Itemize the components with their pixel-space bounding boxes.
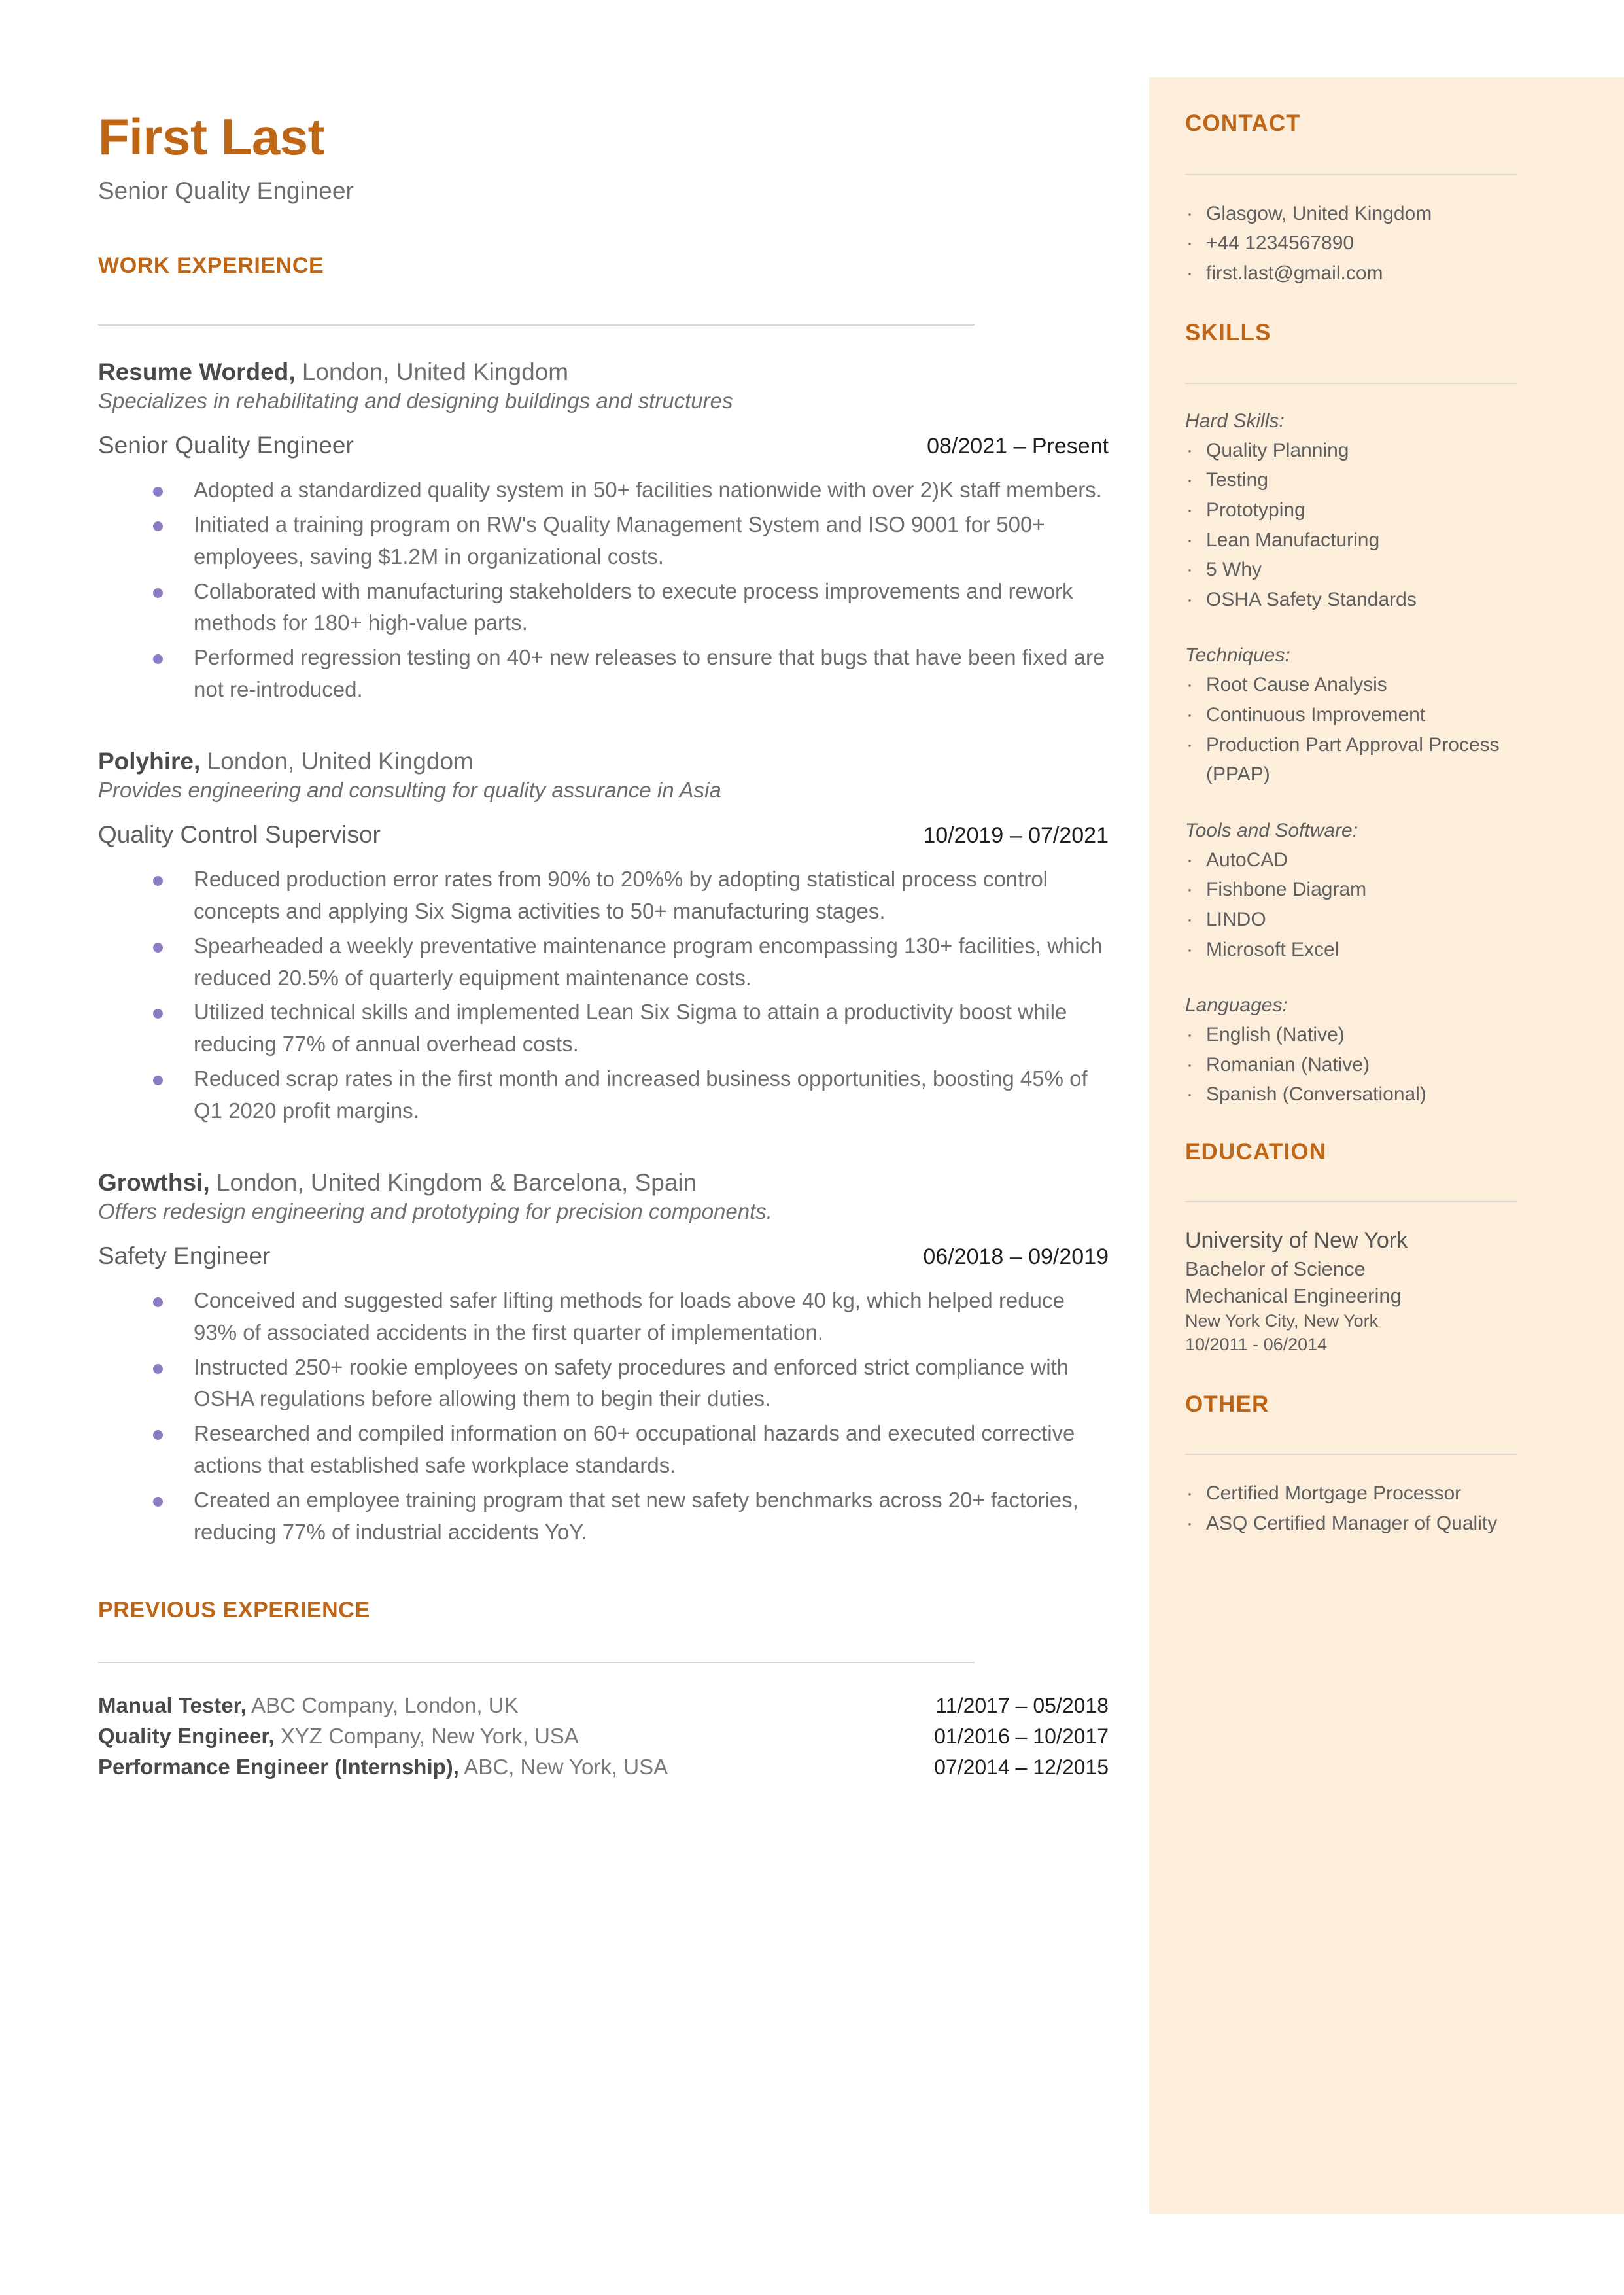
job-role-title: Senior Quality Engineer [98,431,354,459]
job-bullet-text: Instructed 250+ rookie employees on safety procedures and enforced strict compliance with OSHA regulations before allowing them to begin their duties. [194,1354,1069,1411]
skills-item-text: Romanian (Native) [1206,1053,1370,1076]
job-company [98,746,1109,777]
previous-experience-row [98,1752,1109,1783]
job-bullet-text: Initiated a training program on RW's Quality Management System and ISO 9001 for 500+ employees, saving $1.2M in organizational costs. [194,512,1045,569]
job-bullet-text: Performed regression testing on 40+ new releases to ensure that bugs that have been fixed are not re-introduced. [194,645,1105,701]
section-heading-previous-experience: PREVIOUS EXPERIENCE [98,1597,370,1622]
job-company-description: Specializes in rehabilitating and designing buildings and structures [98,389,733,413]
skills-item-text: Quality Planning [1206,439,1349,461]
skills-item-text: English (Native) [1206,1024,1345,1046]
bullet-dot-icon: · [1186,202,1193,224]
contact-item [1185,258,1551,289]
skills-item-text: Root Cause Analysis [1206,674,1387,696]
contact-item [1185,199,1551,229]
other-list [1185,1479,1551,1538]
job-bullet-list [98,474,1109,706]
bullet-dot-icon [153,1076,163,1085]
job-bullet-text: Conceived and suggested safer lifting methods for loads above 40 kg, which helped reduce 93% of associated accidents in the first quarter of implementation. [194,1288,1065,1344]
skills-item-text: 5 Why [1206,559,1262,581]
bullet-dot-icon: · [1186,1053,1193,1076]
bullet-dot-icon: · [1186,938,1193,960]
job-bullet-text: Collaborated with manufacturing stakeholders to execute process improvements and rework methods for 180+ high-value parts. [194,578,1073,635]
bullet-dot-icon: · [1186,1482,1193,1505]
bullet-dot-icon: · [1186,559,1193,581]
job-bullet-item [98,1352,1109,1416]
previous-experience-dates: 11/2017 – 05/2018 [935,1693,1109,1717]
skills-item [1185,436,1551,466]
previous-experience-left [98,1721,579,1752]
page-title: First Last [98,108,325,166]
bullet-dot-icon [153,1297,163,1307]
previous-experience-list [98,1691,1109,1783]
job-company-name: Polyhire, [98,747,201,775]
job-role-title: Quality Control Supervisor [98,820,381,848]
bullet-dot-icon: · [1186,908,1193,930]
job-bullet-item [98,864,1109,928]
bullet-dot-icon: · [1186,733,1193,756]
skills-groups [1185,406,1551,1110]
previous-experience-title: Performance Engineer (Internship), [98,1754,459,1779]
job-bullet-item [98,930,1109,994]
job-bullet-item [98,1484,1109,1549]
previous-experience-dates: 01/2016 – 10/2017 [934,1724,1109,1748]
bullet-dot-icon [153,521,163,531]
bullet-dot-icon [153,1364,163,1374]
job-bullet-item [98,474,1109,506]
education-school: University of New York [1185,1228,1408,1253]
previous-experience-row [98,1691,1109,1721]
sidebar-content [1185,77,1551,1538]
other-item [1185,1509,1551,1539]
job-bullet-text: Reduced scrap rates in the first month and increased business opportunities, boosting 45% of Q1 2020 profit margins. [194,1066,1088,1123]
other-item [1185,1479,1551,1509]
skills-group-label: Hard Skills: [1185,410,1285,432]
previous-experience-left [98,1752,668,1783]
job-bullet-text: Reduced production error rates from 90% to 20%% by adopting statistical process control concepts and applying Six Sigma activities to 50+ manufacturing stages. [194,867,1048,923]
job-bullet-text: Researched and compiled information on 60+ occupational hazards and executed corrective actions that established safe workplace standards. [194,1421,1075,1478]
skills-item [1185,555,1551,585]
skills-item-text: Continuous Improvement [1206,703,1426,726]
job-role-dates: 08/2021 – Present [927,433,1109,459]
skills-item [1185,1079,1551,1110]
bullet-dot-icon: · [1186,1083,1193,1106]
job-role-dates: 10/2019 – 07/2021 [923,822,1109,848]
skills-group-list [1185,1020,1551,1110]
skills-group-list [1185,845,1551,964]
job-company-name: Resume Worded, [98,358,296,385]
bullet-dot-icon [153,487,163,497]
job-bullet-text: Adopted a standardized quality system in 50+ facilities nationwide with over 2)K staff members. [194,478,1102,502]
job-company [98,357,1109,387]
previous-experience-detail: ABC Company, London, UK [246,1692,519,1717]
education-degree: Bachelor of Science [1185,1257,1366,1281]
bullet-dot-icon: · [1186,232,1193,254]
job-bullet-item [98,509,1109,573]
skills-item [1185,845,1551,875]
previous-experience-left [98,1691,519,1721]
job-bullet-text: Utilized technical skills and implemented Lean Six Sigma to attain a productivity boost while reducing 77% of annual overhead costs. [194,1000,1067,1057]
bullet-dot-icon: · [1186,262,1193,284]
job-role-dates: 06/2018 – 09/2019 [923,1244,1109,1269]
other-item-text: Certified Mortgage Processor [1206,1482,1462,1505]
bullet-dot-icon [153,588,163,598]
skills-item-text: Spanish (Conversational) [1206,1083,1426,1106]
job-company-description: Offers redesign engineering and prototyping for precision components. [98,1199,772,1223]
sidebar-heading-other: OTHER [1185,1391,1270,1417]
contact-item-text: +44 1234567890 [1206,232,1355,254]
bullet-dot-icon [153,1430,163,1440]
previous-experience-title: Quality Engineer, [98,1723,275,1748]
skills-item [1185,670,1551,700]
job-bullet-item [98,576,1109,640]
bullet-dot-icon: · [1186,703,1193,726]
education-dates: 10/2011 - 06/2014 [1185,1335,1328,1355]
contact-item-text: Glasgow, United Kingdom [1206,202,1432,224]
skills-item-text: Prototyping [1206,499,1305,521]
skills-item [1185,525,1551,555]
job-role-title: Safety Engineer [98,1242,271,1269]
bullet-dot-icon: · [1186,879,1193,901]
contact-list [1185,199,1551,289]
job-role-row [98,430,1109,461]
skills-item [1185,1020,1551,1050]
education-major: Mechanical Engineering [1185,1284,1402,1307]
skills-item-text: Fishbone Diagram [1206,879,1367,901]
skills-item [1185,875,1551,905]
skills-group-label: Techniques: [1185,644,1290,667]
job-bullet-list [98,864,1109,1127]
job-bullet-item [98,996,1109,1060]
job-bullet-list [98,1285,1109,1549]
bullet-dot-icon [153,654,163,664]
job-bullet-item [98,1418,1109,1482]
skills-item [1185,495,1551,525]
sidebar-heading-education: EDUCATION [1185,1138,1327,1165]
bullet-dot-icon: · [1186,499,1193,521]
education-location: New York City, New York [1185,1310,1379,1331]
jobs-list [98,326,1109,1549]
sidebar-heading-skills: SKILLS [1185,320,1271,346]
contact-item [1185,228,1551,258]
bullet-dot-icon [153,1009,163,1019]
skills-group-label: Languages: [1185,994,1288,1017]
skills-group-list [1185,436,1551,615]
bullet-dot-icon: · [1186,439,1193,461]
job-company-location: London, United Kingdom [200,747,474,775]
job-company [98,1168,1109,1198]
job-bullet-item [98,642,1109,706]
job-company-description: Provides engineering and consulting for quality assurance in Asia [98,778,721,803]
job-bullet-item [98,1285,1109,1349]
previous-experience-dates: 07/2014 – 12/2015 [934,1755,1109,1779]
skills-item [1185,730,1551,790]
skills-group-label: Tools and Software: [1185,819,1358,841]
skills-item-text: Testing [1206,469,1269,491]
previous-experience-row [98,1721,1109,1752]
skills-item [1185,905,1551,935]
skills-group-list [1185,670,1551,789]
job-company-name: Growthsi, [98,1168,210,1196]
job-role-row [98,1240,1109,1272]
job-bullet-text: Spearheaded a weekly preventative maintenance program encompassing 130+ facilities, which reduced 20.5% of quarterly equipment maintenance costs. [194,933,1103,990]
bullet-dot-icon: · [1186,849,1193,871]
headline: Senior Quality Engineer [98,177,354,204]
skills-item [1185,700,1551,730]
job-company-location: London, United Kingdom [295,358,569,385]
skills-item-text: AutoCAD [1206,849,1288,871]
sidebar [1149,77,1624,2214]
skills-item [1185,585,1551,615]
previous-experience-detail: XYZ Company, New York, USA [274,1723,579,1748]
skills-item-text: LINDO [1206,908,1266,930]
job-bullet-text: Created an employee training program that set new safety benchmarks across 20+ factories, reducing 77% of industrial accidents YoY. [194,1487,1079,1544]
bullet-dot-icon: · [1186,674,1193,696]
bullet-dot-icon: · [1186,588,1193,610]
previous-experience-detail: ABC, New York, USA [458,1754,668,1779]
contact-item-text: first.last@gmail.com [1206,262,1383,284]
job-company-location: London, United Kingdom & Barcelona, Spain [209,1168,697,1196]
bullet-dot-icon [153,1497,163,1507]
skills-item-text: OSHA Safety Standards [1206,588,1417,610]
bullet-dot-icon: · [1186,469,1193,491]
bullet-dot-icon: · [1186,1512,1193,1534]
job-bullet-item [98,1063,1109,1127]
skills-item [1185,935,1551,965]
bullet-dot-icon: · [1186,529,1193,551]
other-item-text: ASQ Certified Manager of Quality [1206,1512,1498,1534]
job-role-row [98,819,1109,850]
previous-experience-title: Manual Tester, [98,1692,247,1717]
skills-item-text: Lean Manufacturing [1206,529,1380,551]
bullet-dot-icon [153,943,163,953]
main-content [98,0,1109,1783]
skills-item-text: Production Part Approval Process (PPAP) [1206,733,1500,786]
skills-item-text: Microsoft Excel [1206,938,1339,960]
bullet-dot-icon: · [1186,1024,1193,1046]
sidebar-heading-contact: CONTACT [1185,111,1301,136]
section-heading-work-experience: WORK EXPERIENCE [98,253,324,279]
skills-item [1185,465,1551,495]
bullet-dot-icon [153,876,163,886]
skills-item [1185,1050,1551,1080]
